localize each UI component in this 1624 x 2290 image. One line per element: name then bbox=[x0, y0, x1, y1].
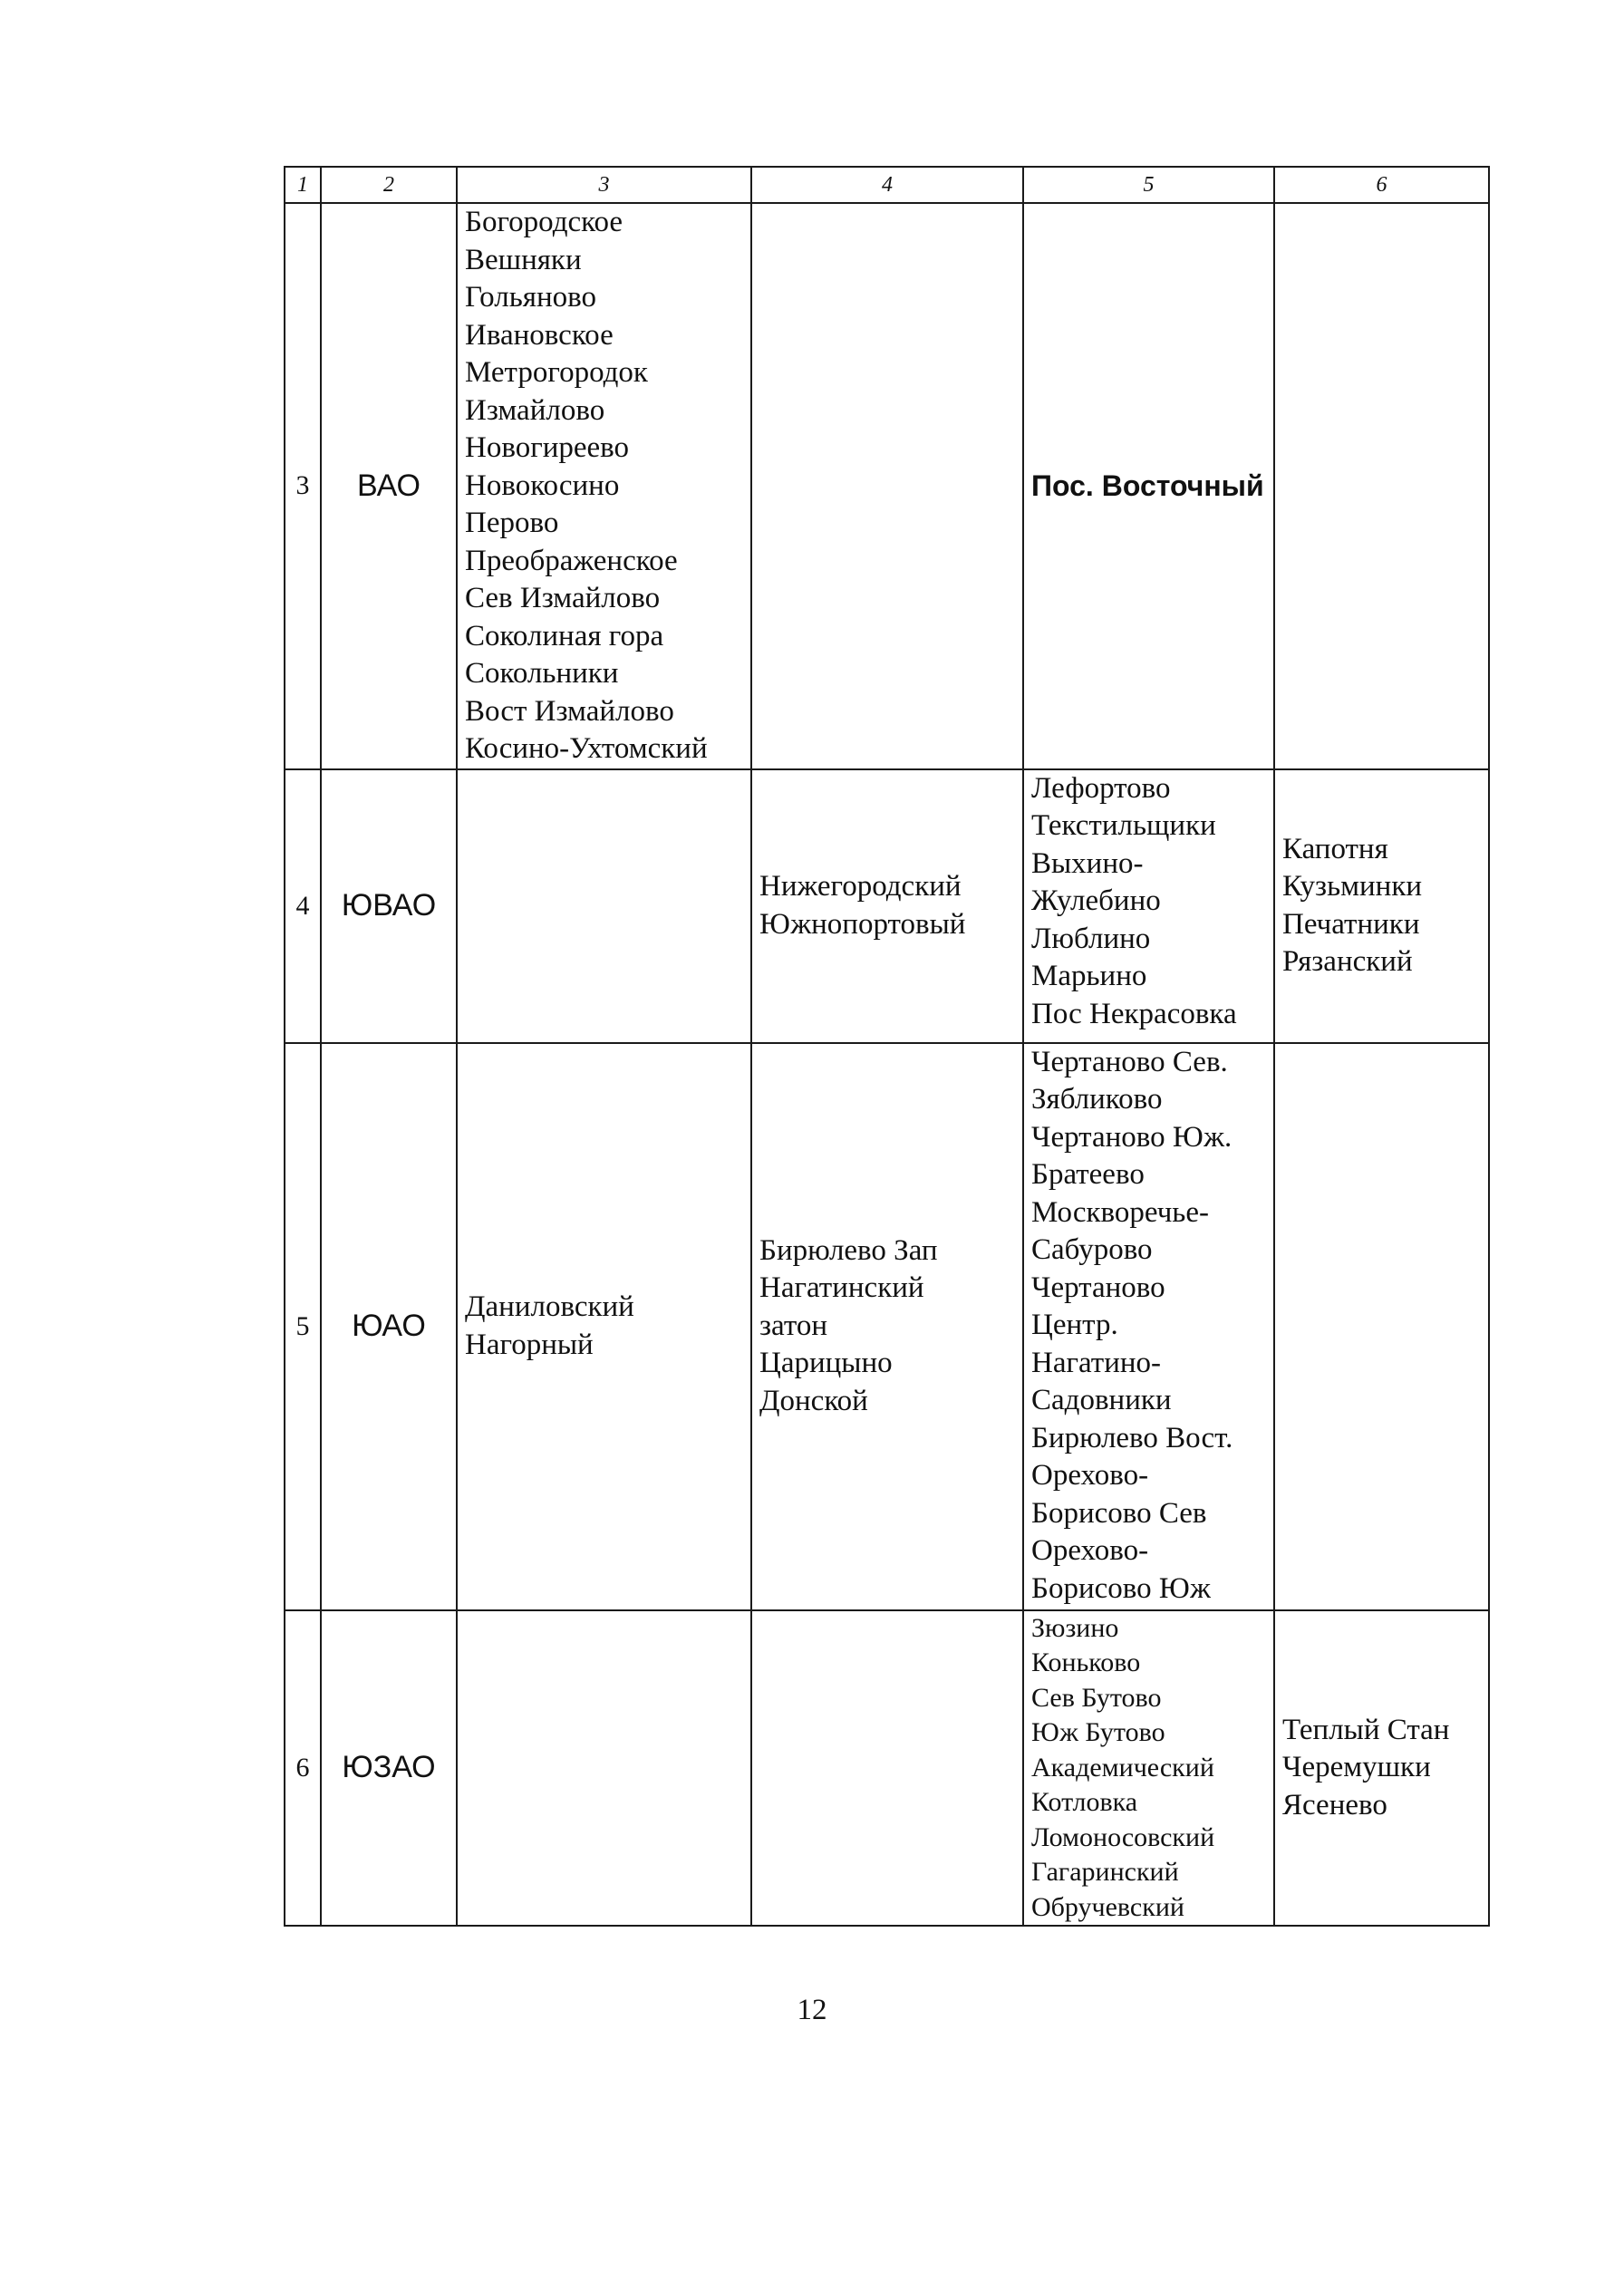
list-item: Сабурово bbox=[1031, 1233, 1153, 1266]
list-item: Царицыно bbox=[759, 1347, 893, 1380]
table-row bbox=[285, 203, 1489, 769]
district-list-col6 bbox=[1274, 203, 1489, 769]
list-item: Орехово- bbox=[1031, 1459, 1149, 1492]
list-item: Садовники bbox=[1031, 1384, 1172, 1416]
row-number: 5 bbox=[285, 1043, 321, 1610]
list-item: Пос Некрасовка bbox=[1031, 997, 1237, 1030]
list-item: Юж Бутово bbox=[1031, 1717, 1165, 1747]
table-row bbox=[285, 1043, 1489, 1610]
district-list-col6 bbox=[1274, 1610, 1489, 1927]
okrug-name: ЮАО bbox=[321, 1043, 457, 1610]
list-item: Братеево bbox=[1031, 1158, 1145, 1191]
district-list-col4 bbox=[751, 1043, 1023, 1610]
list-item: Вост Измайлово bbox=[465, 694, 674, 728]
list-item: Жулебино bbox=[1031, 884, 1161, 917]
list-item: Ломоносовский bbox=[1031, 1821, 1215, 1852]
list-item: Новокосино bbox=[465, 469, 620, 502]
okrug-name: ЮЗАО bbox=[321, 1610, 457, 1927]
list-item: Косино-Ухтомский bbox=[465, 732, 708, 765]
list-item: Чертаново Сев. bbox=[1031, 1045, 1228, 1078]
list-item: Соколиная гора bbox=[465, 619, 664, 652]
list-item: Нагатино- bbox=[1031, 1346, 1162, 1379]
list-item: Нагатинский bbox=[759, 1271, 924, 1305]
list-item: Сев Измайлово bbox=[465, 582, 661, 614]
list-item: Гольяново bbox=[465, 281, 596, 314]
list-item: Обручевский bbox=[1031, 1891, 1184, 1922]
list-item: Выхино- bbox=[1031, 846, 1144, 880]
list-item: Измайлово bbox=[465, 393, 605, 427]
district-list-col3 bbox=[457, 203, 751, 769]
list-item: Печатники bbox=[1282, 907, 1420, 941]
district-list-col5 bbox=[1023, 769, 1274, 1043]
list-item: Новогиреево bbox=[465, 431, 630, 464]
districts-table bbox=[284, 166, 1490, 1927]
page-number: 12 bbox=[797, 1994, 827, 2026]
header-cell-4: 4 bbox=[751, 167, 1023, 203]
table-row bbox=[285, 769, 1489, 1043]
list-item: Текстильщики bbox=[1031, 809, 1216, 842]
list-item: Борисово Юж bbox=[1031, 1571, 1211, 1605]
district-list-col5 bbox=[1023, 203, 1274, 769]
table-row bbox=[285, 1610, 1489, 1927]
list-item: Центр. bbox=[1031, 1309, 1118, 1341]
district-list-col3 bbox=[457, 1610, 751, 1927]
list-item: Люблино bbox=[1031, 922, 1151, 955]
list-item: Вешняки bbox=[465, 243, 582, 276]
list-item: Орехово- bbox=[1031, 1534, 1149, 1567]
list-item: Рязанский bbox=[1282, 945, 1413, 978]
okrug-name: ЮВАО bbox=[321, 769, 457, 1043]
list-item: Зюзино bbox=[1031, 1612, 1119, 1643]
district-list-col3 bbox=[457, 1043, 751, 1610]
list-item: Преображенское bbox=[465, 544, 678, 577]
list-item: Даниловский bbox=[465, 1290, 634, 1323]
list-item: Бирюлево Вост. bbox=[1031, 1421, 1233, 1454]
list-item: Лефортово bbox=[1031, 771, 1171, 805]
list-item: Котловка bbox=[1031, 1787, 1138, 1817]
list-item: Капотня bbox=[1282, 832, 1388, 865]
list-item: Москворечье- bbox=[1031, 1195, 1209, 1229]
district-list-col5 bbox=[1023, 1043, 1274, 1610]
list-item: Сокольники bbox=[465, 657, 619, 690]
district-list-col4 bbox=[751, 769, 1023, 1043]
list-item: Гагаринский bbox=[1031, 1857, 1179, 1887]
header-cell-5: 5 bbox=[1023, 167, 1274, 203]
header-cell-2: 2 bbox=[321, 167, 457, 203]
header-cell-6: 6 bbox=[1274, 167, 1489, 203]
list-item: Сев Бутово bbox=[1031, 1682, 1162, 1713]
district-list-col6 bbox=[1274, 1043, 1489, 1610]
list-item: Зябликово bbox=[1031, 1083, 1163, 1116]
list-item: Нагорный bbox=[465, 1328, 594, 1361]
header-cell-3: 3 bbox=[457, 167, 751, 203]
list-item: Метрогородок bbox=[465, 356, 648, 389]
row-number: 3 bbox=[285, 203, 321, 769]
district-list-col4 bbox=[751, 203, 1023, 769]
list-item: Пос. Восточный bbox=[1031, 469, 1264, 502]
row-number: 4 bbox=[285, 769, 321, 1043]
list-item: Чертаново bbox=[1031, 1271, 1165, 1304]
list-item: Нижегородский bbox=[759, 870, 962, 903]
header-row bbox=[285, 167, 1489, 203]
list-item: Чертаново Юж. bbox=[1031, 1120, 1232, 1154]
list-item: затон bbox=[759, 1309, 827, 1342]
list-item: Черемушки bbox=[1282, 1751, 1431, 1783]
district-list-col3 bbox=[457, 769, 751, 1043]
list-item: Донской bbox=[759, 1384, 868, 1417]
row-number: 6 bbox=[285, 1610, 321, 1927]
district-list-col5 bbox=[1023, 1610, 1274, 1927]
okrug-name: ВАО bbox=[321, 203, 457, 769]
list-item: Перово bbox=[465, 507, 559, 539]
list-item: Ясенево bbox=[1282, 1788, 1387, 1821]
district-list-col4 bbox=[751, 1610, 1023, 1927]
district-list-col6 bbox=[1274, 769, 1489, 1043]
list-item: Кузьминки bbox=[1282, 870, 1423, 903]
list-item: Борисово Сев bbox=[1031, 1496, 1207, 1530]
list-item: Академический bbox=[1031, 1752, 1214, 1783]
list-item: Бирюлево Зап bbox=[759, 1233, 938, 1267]
list-item: Марьино bbox=[1031, 960, 1147, 992]
list-item: Теплый Стан bbox=[1282, 1713, 1450, 1746]
list-item: Богородское bbox=[465, 206, 624, 238]
list-item: Южнопортовый bbox=[759, 907, 966, 941]
list-item: Коньково bbox=[1031, 1647, 1141, 1677]
list-item: Ивановское bbox=[465, 318, 614, 352]
header-cell-1: 1 bbox=[285, 167, 321, 203]
